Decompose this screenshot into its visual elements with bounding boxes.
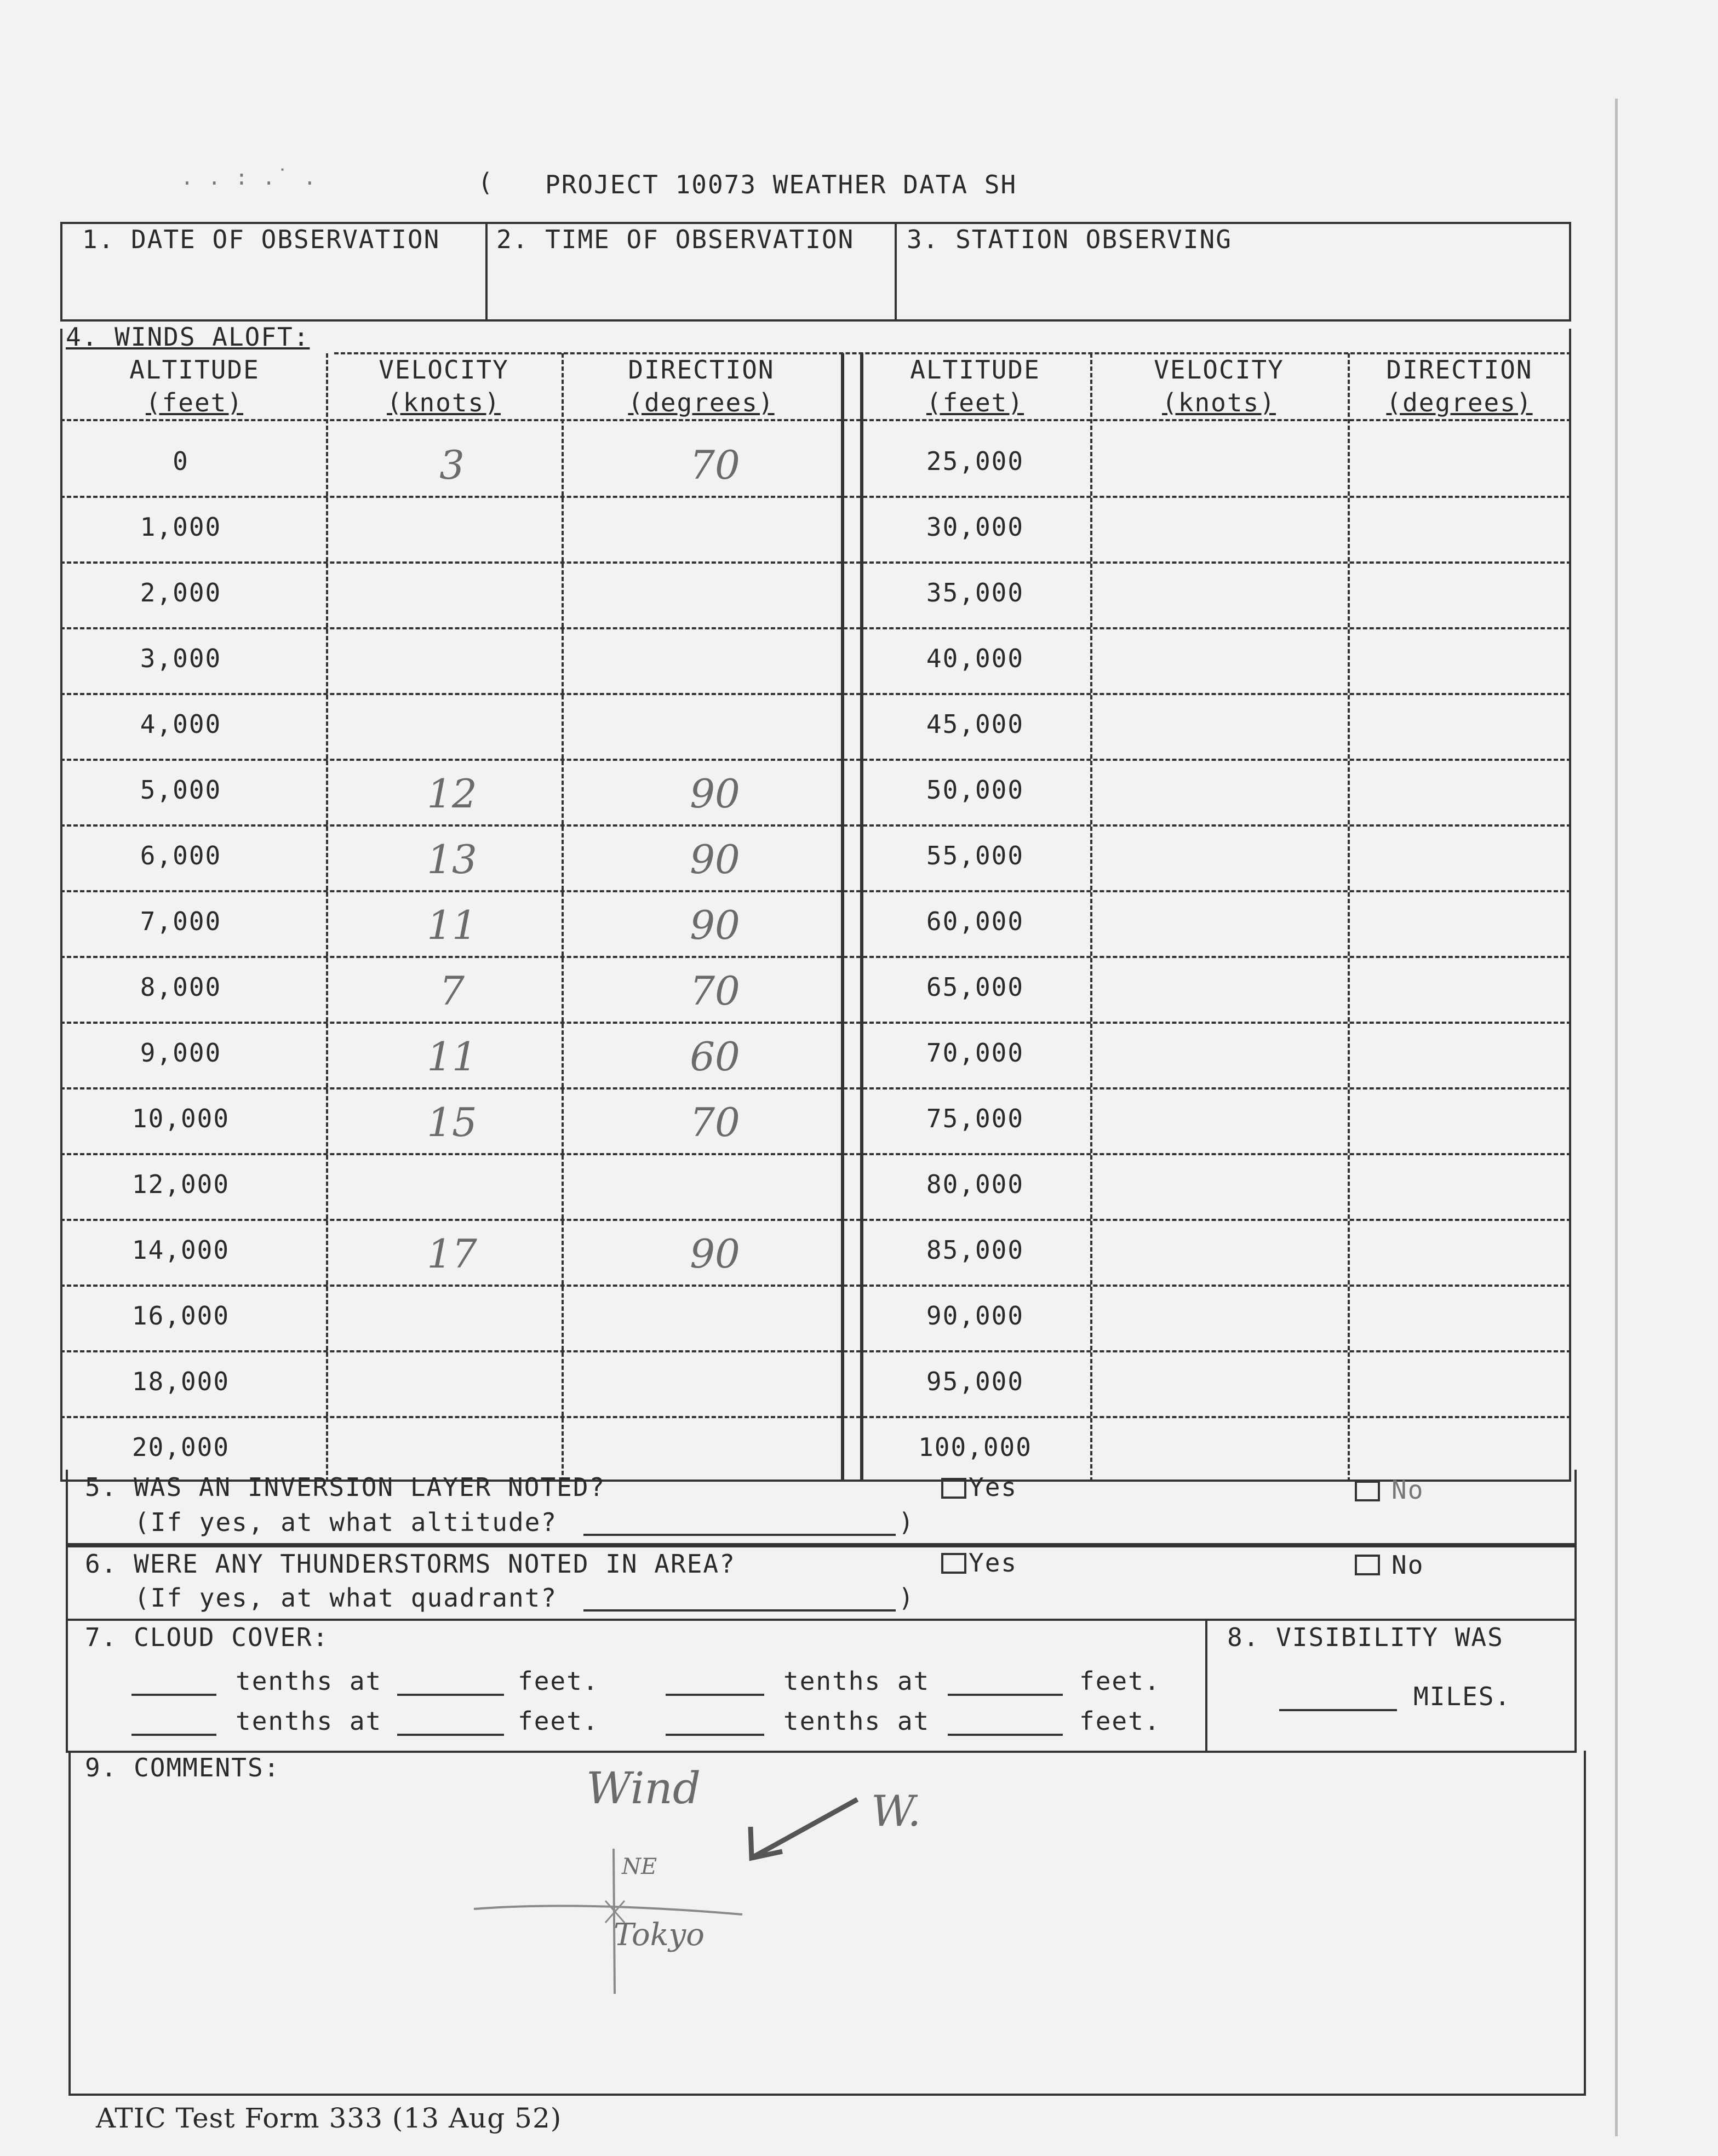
winds-column-divider xyxy=(841,353,844,1482)
tenths-at-label: tenths at xyxy=(783,1706,930,1736)
feet-label: feet. xyxy=(1079,1706,1161,1736)
winds-row-rule xyxy=(60,1022,1571,1024)
altitude-cell-right: 40,000 xyxy=(926,644,1024,673)
velocity-cell: 13 xyxy=(427,836,477,882)
altitude-cell: 9,000 xyxy=(140,1038,222,1068)
altitude-cell: 3,000 xyxy=(140,644,222,673)
altitude-cell-right: 90,000 xyxy=(926,1301,1024,1331)
direction-cell: 90 xyxy=(690,836,740,882)
tenths-at-label: tenths at xyxy=(783,1666,930,1696)
altitude-cell-right: 60,000 xyxy=(926,907,1024,936)
altitude-cell-right: 45,000 xyxy=(926,709,1024,739)
winds-row-rule xyxy=(60,956,1571,958)
winds-row-rule xyxy=(60,496,1571,498)
altitude-cell: 5,000 xyxy=(140,775,222,805)
handwritten-w: W. xyxy=(871,1787,921,1836)
thunderstorm-yes-checkbox[interactable] xyxy=(941,1553,966,1574)
cloud-feet-field-3[interactable] xyxy=(397,1734,504,1736)
cloud-tenths-field-1[interactable] xyxy=(131,1694,216,1696)
thunderstorm-no-label: No xyxy=(1391,1550,1424,1580)
altitude-header-right: ALTITUDE xyxy=(910,355,1040,385)
winds-row-rule xyxy=(60,627,1571,629)
velocity-cell: 12 xyxy=(427,771,477,817)
winds-header-rule xyxy=(60,419,1571,421)
altitude-cell-right: 85,000 xyxy=(926,1235,1024,1265)
tenths-at-label: tenths at xyxy=(236,1706,382,1736)
direction-unit: (degrees) xyxy=(628,388,775,417)
altitude-cell-right: 35,000 xyxy=(926,578,1024,607)
winds-row-rule xyxy=(60,693,1571,695)
thunderstorm-close-paren: ) xyxy=(898,1583,915,1613)
cloud-visibility-divider xyxy=(1205,1619,1207,1753)
cloud-tenths-field-3[interactable] xyxy=(131,1734,216,1736)
altitude-cell-right: 65,000 xyxy=(926,972,1024,1002)
miles-label: MILES. xyxy=(1413,1682,1511,1711)
altitude-cell: 10,000 xyxy=(131,1104,230,1133)
inversion-no-checkbox[interactable] xyxy=(1355,1481,1380,1501)
feet-label: feet. xyxy=(1079,1666,1161,1696)
inversion-altitude-prompt: (If yes, at what altitude? xyxy=(134,1507,558,1537)
velocity-cell: 17 xyxy=(427,1231,477,1277)
altitude-cell-right: 55,000 xyxy=(926,841,1024,870)
altitude-cell: 2,000 xyxy=(140,578,222,607)
altitude-cell-right: 70,000 xyxy=(926,1038,1024,1068)
cloud-feet-field-4[interactable] xyxy=(948,1734,1063,1736)
velocity-cell: 11 xyxy=(427,1034,477,1080)
altitude-cell-right: 95,000 xyxy=(926,1367,1024,1396)
winds-aloft-label: 4. WINDS ALOFT: xyxy=(66,322,310,352)
direction-cell: 70 xyxy=(690,1099,740,1145)
direction-cell: 70 xyxy=(690,968,740,1014)
header-marks: . . : .˙ . xyxy=(181,165,317,190)
winds-column-divider xyxy=(562,353,564,1482)
altitude-cell-right: 75,000 xyxy=(926,1104,1024,1133)
velocity-header: VELOCITY xyxy=(379,355,509,385)
altitude-cell: 1,000 xyxy=(140,512,222,542)
winds-column-divider xyxy=(1090,353,1092,1482)
velocity-unit: (knots) xyxy=(387,388,501,417)
direction-header: DIRECTION xyxy=(628,355,775,385)
altitude-unit-right: (feet) xyxy=(926,388,1024,417)
altitude-cell: 14,000 xyxy=(131,1235,230,1265)
winds-row-rule xyxy=(60,1350,1571,1352)
feet-label: feet. xyxy=(518,1666,599,1696)
direction-cell: 70 xyxy=(690,442,740,488)
cloud-cover-label: 7. CLOUD COVER: xyxy=(85,1622,329,1652)
cloud-feet-field-2[interactable] xyxy=(948,1694,1063,1696)
inversion-yes-checkbox[interactable] xyxy=(941,1478,966,1499)
handwritten-wind: Wind xyxy=(586,1763,701,1814)
velocity-cell: 3 xyxy=(439,442,465,488)
altitude-cell-right: 50,000 xyxy=(926,775,1024,805)
winds-column-divider xyxy=(1348,353,1350,1482)
altitude-cell-right: 80,000 xyxy=(926,1169,1024,1199)
handwritten-tokyo: Tokyo xyxy=(614,1917,705,1953)
winds-column-divider xyxy=(326,353,328,1482)
altitude-cell: 16,000 xyxy=(131,1301,230,1331)
winds-row-rule xyxy=(60,1219,1571,1221)
direction-unit-right: (degrees) xyxy=(1386,388,1533,417)
altitude-cell: 0 xyxy=(173,446,189,476)
altitude-cell: 8,000 xyxy=(140,972,222,1002)
thunderstorm-no-checkbox[interactable] xyxy=(1355,1555,1380,1575)
altitude-cell: 7,000 xyxy=(140,907,222,936)
thunderstorm-question: 6. WERE ANY THUNDERSTORMS NOTED IN AREA? xyxy=(85,1549,736,1579)
altitude-cell: 4,000 xyxy=(140,709,222,739)
winds-row-rule xyxy=(60,1285,1571,1287)
direction-cell: 60 xyxy=(690,1034,740,1080)
field-divider xyxy=(895,222,897,322)
direction-cell: 90 xyxy=(690,1231,740,1277)
inversion-yes-label: Yes xyxy=(969,1472,1018,1502)
altitude-cell-right: 25,000 xyxy=(926,446,1024,476)
date-of-observation-label: 1. DATE OF OBSERVATION xyxy=(82,225,440,254)
cloud-tenths-field-2[interactable] xyxy=(666,1694,764,1696)
winds-row-rule xyxy=(60,1416,1571,1418)
page-shadow-edge xyxy=(1615,99,1618,2136)
direction-cell: 90 xyxy=(690,902,740,948)
thunderstorm-quadrant-field[interactable] xyxy=(583,1609,896,1612)
thunderstorm-quadrant-prompt: (If yes, at what quadrant? xyxy=(134,1583,558,1613)
visibility-miles-field[interactable] xyxy=(1279,1709,1397,1711)
visibility-label: 8. VISIBILITY WAS xyxy=(1227,1622,1504,1652)
altitude-cell: 6,000 xyxy=(140,841,222,870)
winds-row-rule xyxy=(60,1153,1571,1155)
page-title: PROJECT 10073 WEATHER DATA SH xyxy=(545,170,1017,199)
winds-row-rule xyxy=(60,1087,1571,1090)
winds-row-rule xyxy=(60,824,1571,827)
winds-row-rule xyxy=(60,561,1571,564)
winds-row-rule xyxy=(60,759,1571,761)
time-of-observation-label: 2. TIME OF OBSERVATION xyxy=(496,225,855,254)
altitude-cell-right: 30,000 xyxy=(926,512,1024,542)
station-observing-label: 3. STATION OBSERVING xyxy=(907,225,1232,254)
direction-cell: 90 xyxy=(690,771,740,817)
velocity-header-right: VELOCITY xyxy=(1154,355,1284,385)
field-divider xyxy=(485,222,488,322)
altitude-cell: 18,000 xyxy=(131,1367,230,1396)
altitude-header: ALTITUDE xyxy=(129,355,260,385)
form-identifier: ATIC Test Form 333 (13 Aug 52) xyxy=(96,2102,562,2134)
altitude-cell: 20,000 xyxy=(131,1432,230,1462)
cloud-feet-field-1[interactable] xyxy=(397,1694,504,1696)
velocity-cell: 15 xyxy=(427,1099,477,1145)
handwritten-ne: NE xyxy=(622,1854,657,1879)
altitude-cell: 12,000 xyxy=(131,1169,230,1199)
thunderstorm-yes-label: Yes xyxy=(969,1548,1018,1578)
page-title-paren: ( xyxy=(478,168,494,197)
comments-label: 9. COMMENTS: xyxy=(85,1753,280,1782)
winds-row-rule xyxy=(60,890,1571,892)
altitude-cell-right: 100,000 xyxy=(918,1432,1032,1462)
feet-label: feet. xyxy=(518,1706,599,1736)
inversion-question: 5. WAS AN INVERSION LAYER NOTED? xyxy=(85,1472,606,1502)
direction-header-right: DIRECTION xyxy=(1386,355,1533,385)
inversion-close-paren: ) xyxy=(898,1507,915,1537)
altitude-unit: (feet) xyxy=(145,388,244,417)
inversion-no-label: No xyxy=(1391,1475,1424,1505)
cloud-tenths-field-4[interactable] xyxy=(666,1734,764,1736)
inversion-altitude-field[interactable] xyxy=(583,1534,896,1536)
velocity-cell: 7 xyxy=(439,968,465,1014)
velocity-cell: 11 xyxy=(427,902,477,948)
tenths-at-label: tenths at xyxy=(236,1666,382,1696)
velocity-unit-right: (knots) xyxy=(1162,388,1276,417)
